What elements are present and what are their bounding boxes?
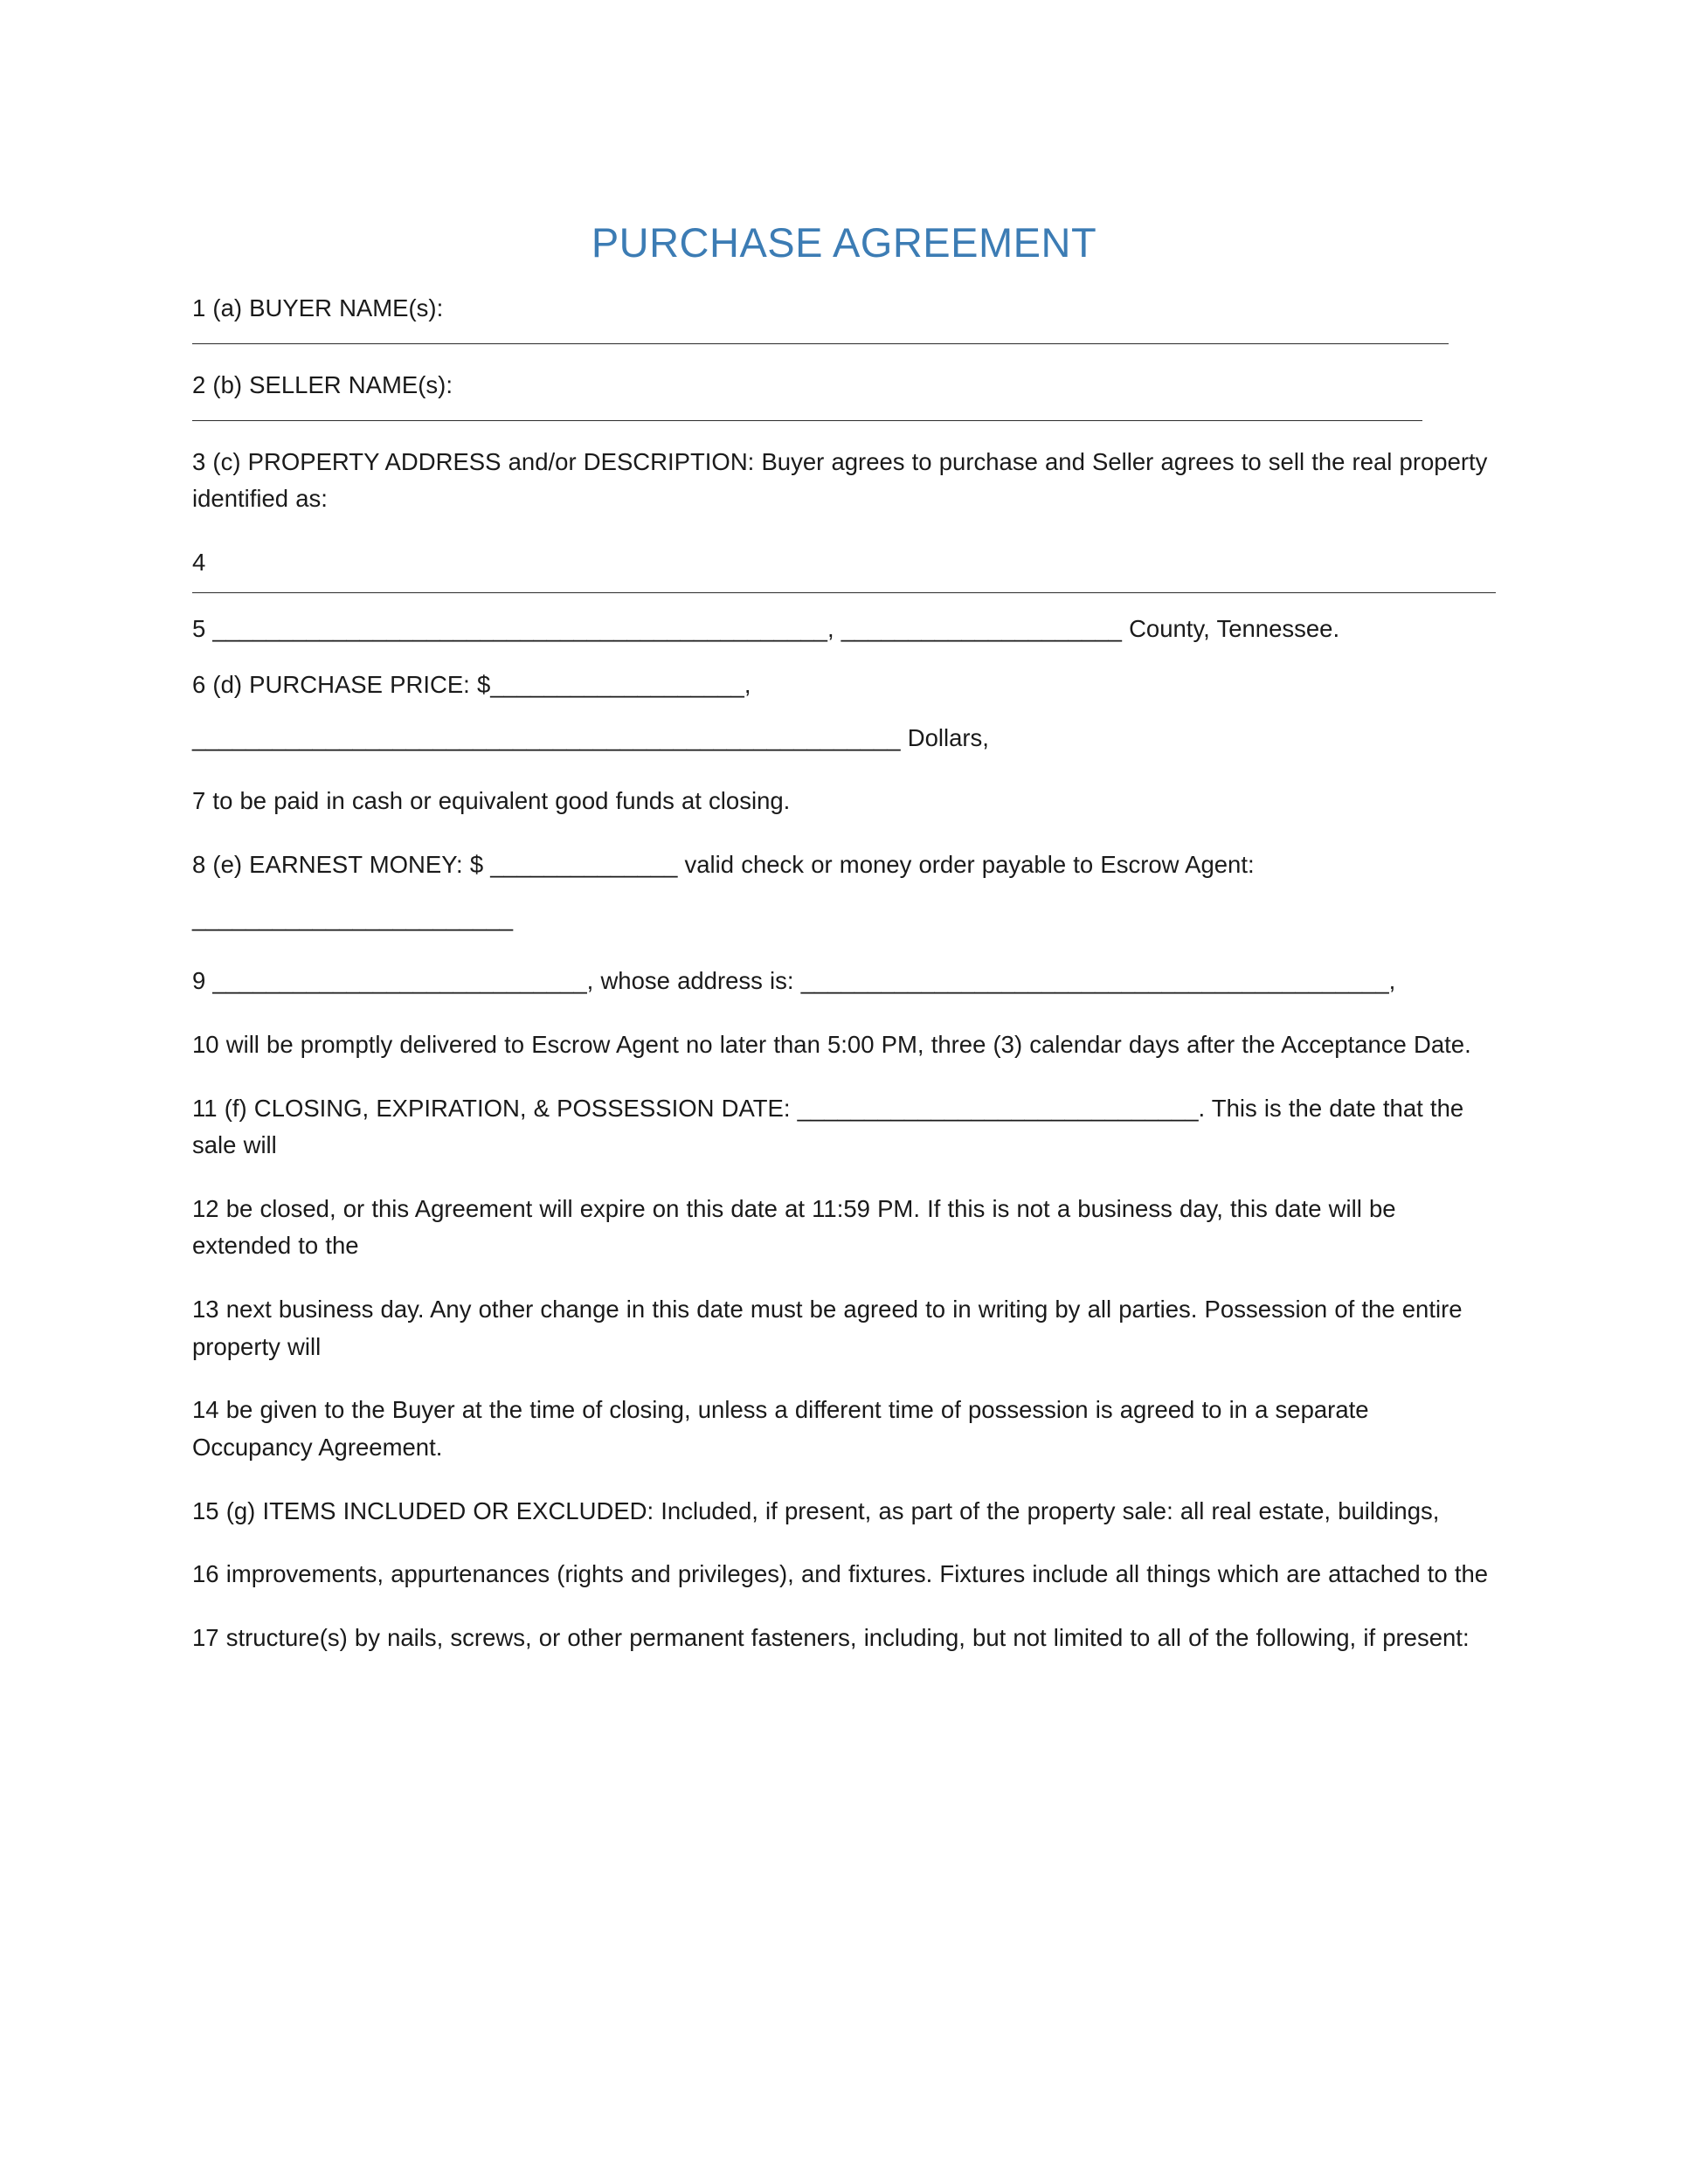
rule [192, 592, 1496, 593]
page-title: PURCHASE AGREEMENT [591, 219, 1097, 266]
line-2-seller-name-label: 2 (b) SELLER NAME(s): [192, 371, 453, 399]
line-13-next-business-day: 13 next business day. Any other change in this date must be agreed to in writing by all parties. Possession of the entire property will [192, 1296, 1463, 1360]
line-17-fasteners: 17 structure(s) by nails, screws, or other permanent fasteners, including, but not limited to all of the following, if present: [192, 1623, 1470, 1651]
line-10-delivery-terms: 10 will be promptly delivered to Escrow Agent no later than 5:00 PM, three (3) calendar days after the Acceptance Date. [192, 1030, 1471, 1058]
line-8-escrow-agent-fill: ________________________ [192, 903, 514, 931]
line-6-purchase-price: 6 (d) PURCHASE PRICE: $___________________, [192, 671, 751, 699]
line-5-county-state: 5 ______________________________________________, _____________________ County, Tennessee. [192, 614, 1340, 642]
line-14-possession-terms: 14 be given to the Buyer at the time of closing, unless a different time of possession is agreed to in a separate Occupancy Agreement. [192, 1396, 1369, 1461]
line-1-buyer-name-label: 1 (a) BUYER NAME(s): [192, 294, 444, 322]
line-7-cash-at-closing: 7 to be paid in cash or equivalent good funds at closing. [192, 787, 791, 815]
line-9-escrow-address: 9 ____________________________, whose address is: ____________________________________________, [192, 967, 1396, 995]
line-12-expiration-terms: 12 be closed, or this Agreement will expire on this date at 11:59 PM. If this is not a business day, this date will be extended to the [192, 1194, 1396, 1260]
line-11-closing-expiration-possession-date: 11 (f) CLOSING, EXPIRATION, & POSSESSION DATE: ______________________________. This is the date that the sale will [192, 1094, 1464, 1159]
line-3-property-address: 3 (c) PROPERTY ADDRESS and/or DESCRIPTION: Buyer agrees to purchase and Seller agrees to sell the real property identified as: [192, 447, 1488, 513]
seller-name-fill-line[interactable] [192, 420, 1496, 421]
property-description-fill-line[interactable] [192, 592, 1496, 593]
buyer-name-fill-line[interactable] [192, 343, 1496, 344]
line-8-earnest-money: 8 (e) EARNEST MONEY: $ ______________ valid check or money order payable to Escrow Agent: [192, 851, 1255, 879]
rule [192, 420, 1422, 421]
line-16-improvements-fixtures: 16 improvements, appurtenances (rights and privileges), and fixtures. Fixtures include all things which are attached to the [192, 1560, 1489, 1588]
line-6-dollars-fill: _____________________________________________________ Dollars, [192, 723, 989, 751]
line-4-number: 4 [192, 548, 206, 576]
line-15-items-included-excluded: 15 (g) ITEMS INCLUDED OR EXCLUDED: Included, if present, as part of the property sale: all real estate, buildings, [192, 1496, 1440, 1524]
rule [192, 343, 1449, 344]
